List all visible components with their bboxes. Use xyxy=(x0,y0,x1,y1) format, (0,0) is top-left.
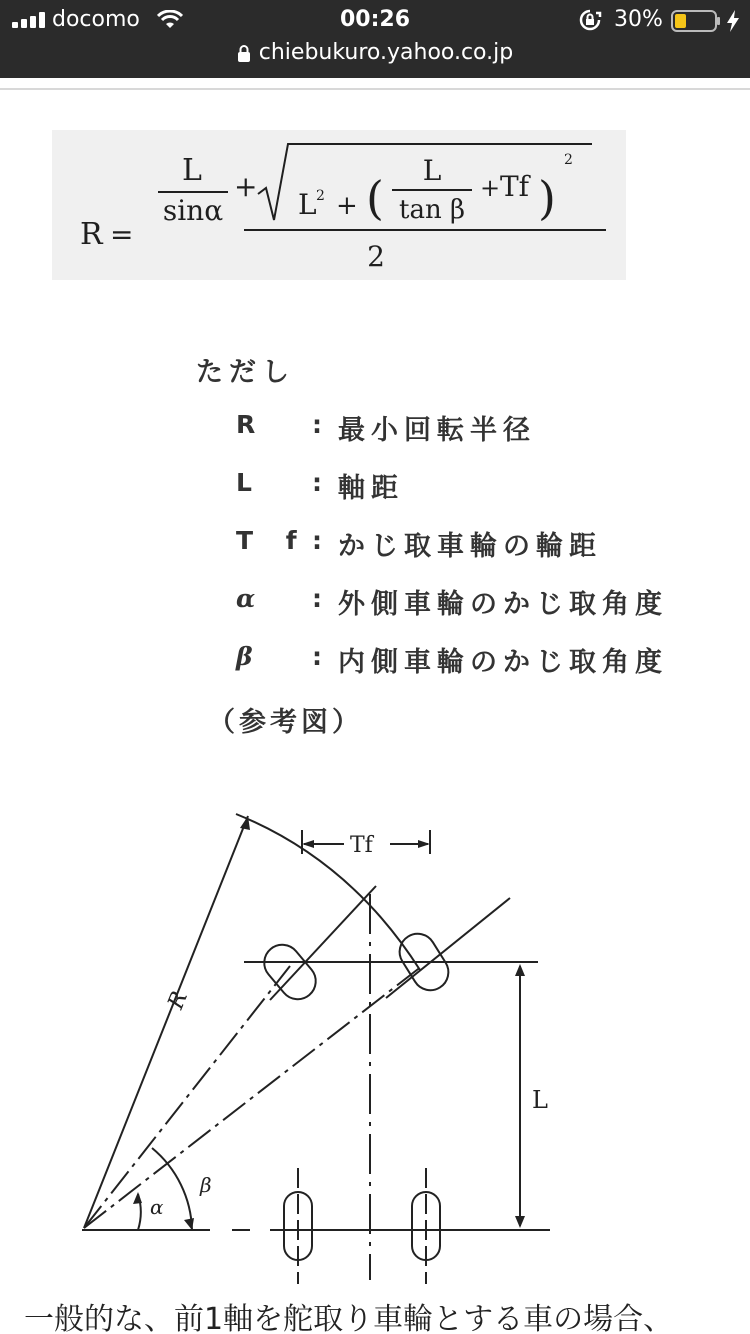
formula-t2-den: tan β xyxy=(399,195,465,225)
legend-symbol: T f xyxy=(236,526,309,555)
caption-text: 一般的な、前1軸を舵取り車輪とする車の場合、 xyxy=(24,1302,674,1334)
legend-colon: : xyxy=(312,642,322,671)
formula-outer-exp: 2 xyxy=(564,152,573,168)
beta-label: β xyxy=(200,1173,212,1197)
legend-colon: : xyxy=(312,526,322,555)
r-label: R xyxy=(163,988,193,1013)
inner-wheel-line xyxy=(84,966,422,1228)
battery-percent: 30% xyxy=(614,7,663,32)
legend-symbol: R xyxy=(236,410,256,439)
reference-label: （参考図） xyxy=(208,707,363,738)
carrier-name: docomo xyxy=(52,7,140,32)
legend-symbol: β xyxy=(236,642,253,671)
outer-wheel-axis xyxy=(270,886,376,1000)
turning-arc xyxy=(236,814,420,970)
formula-plus2: + xyxy=(336,191,358,221)
formula-paren-open: ( xyxy=(366,171,384,225)
l-label: L xyxy=(532,1086,548,1114)
radius-line xyxy=(84,816,248,1228)
url-domain: chiebukuro.yahoo.co.jp xyxy=(258,40,514,65)
legend-desc: 内側車輪のかじ取角度 xyxy=(338,647,668,678)
formula-paren-close: ) xyxy=(538,171,556,225)
formula-lhs: R xyxy=(80,217,103,252)
formula-t1-num: L xyxy=(182,153,202,188)
alpha-label: α xyxy=(150,1195,164,1219)
legend-desc: 外側車輪のかじ取角度 xyxy=(338,589,668,620)
legend-colon: : xyxy=(312,410,322,439)
formula-sq-exp: 2 xyxy=(316,188,325,204)
formula-plus3: + xyxy=(480,174,501,202)
legend-desc: かじ取車輪の輪距 xyxy=(338,531,602,562)
steering-diagram xyxy=(60,790,620,1290)
legend-colon: : xyxy=(312,468,322,497)
legend-colon: : xyxy=(312,584,322,613)
formula-plus1: + xyxy=(234,170,258,203)
legend-heading: ただし xyxy=(196,357,295,388)
legend-desc: 軸距 xyxy=(338,473,404,504)
legend-symbol: L xyxy=(236,468,252,497)
status-time: 00:26 xyxy=(339,7,411,32)
legend-desc: 最小回転半径 xyxy=(338,415,536,446)
formula-tf: Tf xyxy=(500,170,530,203)
legend-symbol: α xyxy=(236,584,256,613)
formula-sq-l: L xyxy=(298,188,317,221)
arrowheads xyxy=(133,816,525,1230)
front-left-wheel xyxy=(257,937,323,1006)
formula-denominator: 2 xyxy=(367,240,385,273)
formula-t2-num: L xyxy=(422,154,442,187)
tf-label: Tf xyxy=(350,833,373,858)
formula-equals: = xyxy=(110,218,134,251)
formula-t1-den: sinα xyxy=(162,194,224,227)
